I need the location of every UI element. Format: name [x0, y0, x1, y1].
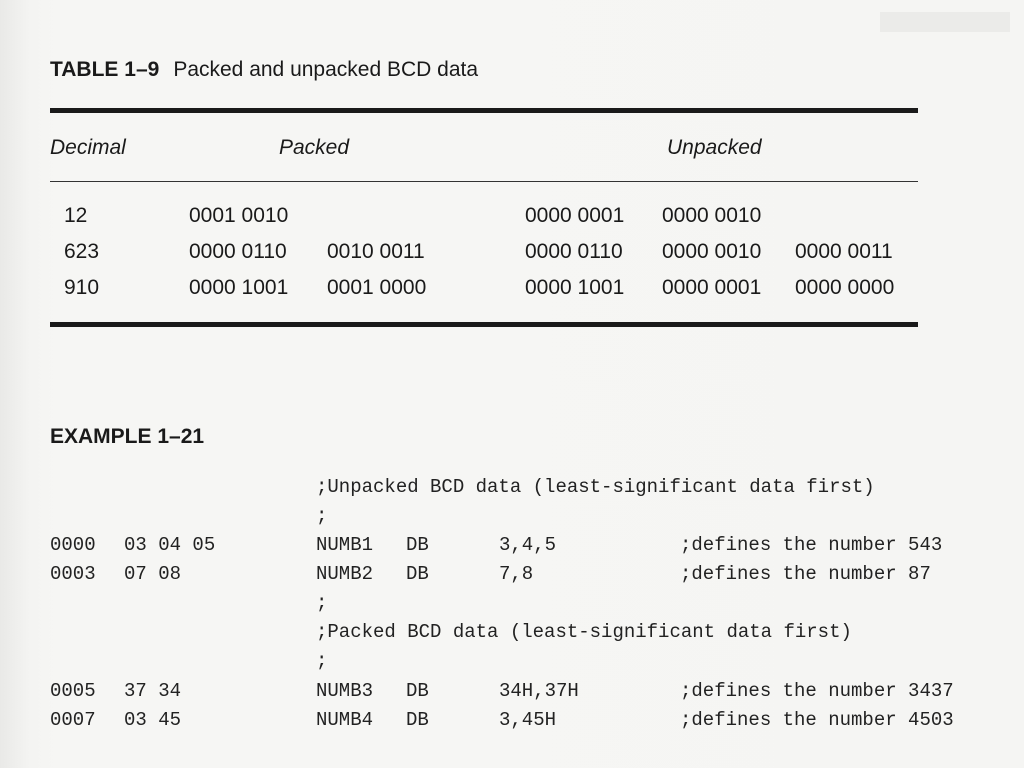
column-header-unpacked: Unpacked: [667, 136, 762, 159]
table-row: [0, 204, 1024, 236]
cell-packed-2: 0001 0000: [327, 276, 427, 299]
cell-unpacked-1: 0000 0110: [525, 240, 623, 263]
cell-unpacked-1: 0000 0001: [525, 204, 625, 227]
cell-packed-2: 0010 0011: [327, 240, 425, 263]
cell-unpacked-2: 0000 0010: [662, 240, 762, 263]
code-bytes: 03 45: [124, 709, 182, 731]
cell-packed-1: 0000 1001: [189, 276, 289, 299]
code-comment-text: ;Packed BCD data (least-significant data first): [316, 621, 852, 643]
code-trailing-comment: ;defines the number 543: [680, 534, 943, 556]
code-address: 0003: [50, 563, 96, 585]
code-line: [0, 476, 1024, 504]
table-top-rule: [50, 108, 918, 113]
code-bytes: 37 34: [124, 680, 182, 702]
cell-packed-1: 0000 0110: [189, 240, 287, 263]
cell-unpacked-1: 0000 1001: [525, 276, 625, 299]
code-comment-text: ;: [316, 650, 328, 672]
code-line: [0, 505, 1024, 533]
cell-unpacked-2: 0000 0001: [662, 276, 762, 299]
cell-decimal: 910: [64, 276, 100, 299]
code-operand: 7,8: [499, 563, 534, 585]
code-operand: 3,45H: [499, 709, 557, 731]
code-label: NUMB4: [316, 709, 374, 731]
code-directive: DB: [406, 709, 429, 731]
cell-unpacked-3: 0000 0000: [795, 276, 895, 299]
code-operand: 34H,37H: [499, 680, 579, 702]
code-label: NUMB1: [316, 534, 374, 556]
code-directive: DB: [406, 563, 429, 585]
code-line: [0, 650, 1024, 678]
code-line: [0, 680, 1024, 708]
code-line: [0, 592, 1024, 620]
code-bytes: 03 04 05: [124, 534, 216, 556]
table-row: [0, 240, 1024, 272]
table-row: [0, 276, 1024, 308]
code-operand: 3,4,5: [499, 534, 557, 556]
cell-packed-1: 0001 0010: [189, 204, 289, 227]
code-line: [0, 534, 1024, 562]
column-header-decimal: Decimal: [50, 136, 126, 159]
code-label: NUMB2: [316, 563, 374, 585]
table-caption: [50, 58, 478, 82]
example-title: EXAMPLE 1–21: [50, 425, 205, 448]
table-bottom-rule: [50, 322, 918, 327]
code-bytes: 07 08: [124, 563, 182, 585]
code-trailing-comment: ;defines the number 87: [680, 563, 931, 585]
code-trailing-comment: ;defines the number 3437: [680, 680, 954, 702]
table-title: Packed and unpacked BCD data: [173, 58, 479, 81]
code-comment-text: ;: [316, 505, 328, 527]
table-header-rule: [50, 181, 918, 182]
code-address: 0000: [50, 534, 96, 556]
code-trailing-comment: ;defines the number 4503: [680, 709, 954, 731]
code-line: [0, 563, 1024, 591]
cell-unpacked-2: 0000 0010: [662, 204, 762, 227]
code-line: [0, 709, 1024, 737]
code-label: NUMB3: [316, 680, 374, 702]
cell-decimal: 12: [64, 204, 88, 227]
code-directive: DB: [406, 534, 429, 556]
code-line: [0, 621, 1024, 649]
code-comment-text: ;Unpacked BCD data (least-significant data first): [316, 476, 875, 498]
bleed-through-texture: [880, 12, 1010, 32]
code-comment-text: ;: [316, 592, 328, 614]
cell-decimal: 623: [64, 240, 100, 263]
table-number: TABLE 1–9: [50, 58, 160, 81]
code-directive: DB: [406, 680, 429, 702]
code-address: 0005: [50, 680, 96, 702]
code-address: 0007: [50, 709, 96, 731]
column-header-packed: Packed: [279, 136, 350, 159]
cell-unpacked-3: 0000 0011: [795, 240, 893, 263]
